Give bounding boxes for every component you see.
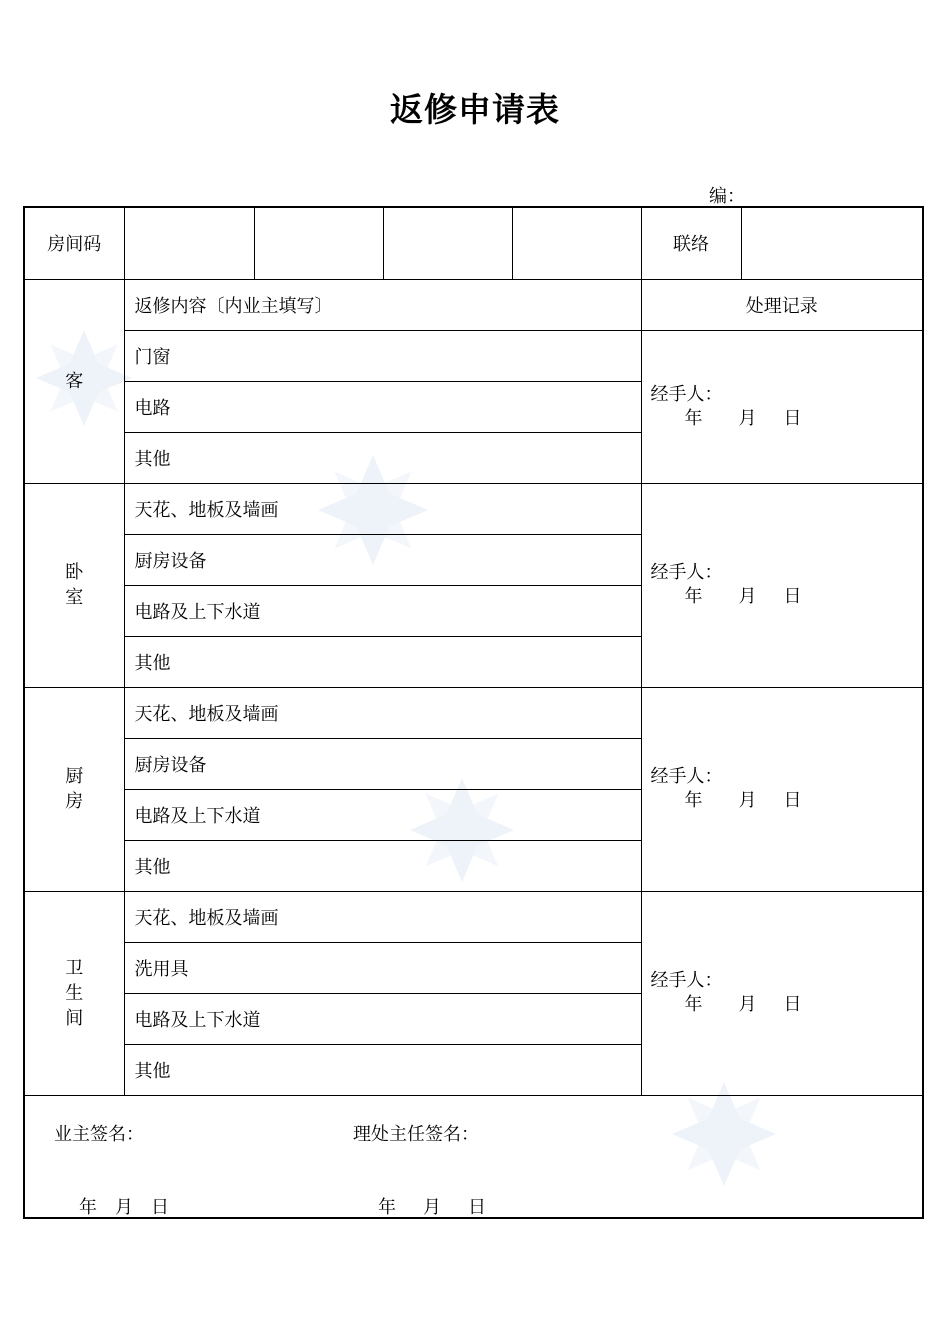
handler-record[interactable] [641,687,923,891]
year-unit: 年 [684,407,703,429]
handler-date [651,407,923,431]
repair-item[interactable]: 其他 [124,432,641,483]
room-code-field-1[interactable] [124,207,254,279]
month-unit: 月 [738,994,757,1015]
page-title: 返修申请表 [390,90,560,129]
room-label-text: 卧室 [65,562,84,608]
repair-item[interactable]: 其他 [124,636,641,687]
handler-label: 经手人： [650,383,723,405]
handler-record[interactable] [641,330,923,483]
repair-item[interactable]: 其他 [124,840,641,891]
day-unit: 日 [783,994,802,1015]
repair-item[interactable]: 洗用具 [124,942,641,993]
repair-item[interactable]: 电路及上下水道 [124,585,641,636]
owner-signature-label: 业主签名： [54,1123,144,1145]
manager-signature-date [378,1193,486,1219]
content-header: 返修内容〔内业主填写〕 [124,279,641,330]
repair-item[interactable]: 电路及上下水道 [124,789,641,840]
repair-item[interactable]: 电路 [124,381,641,432]
day-unit: 日 [468,1196,486,1218]
room-label [24,483,124,687]
year-unit: 年 [684,790,703,811]
room-code-field-2[interactable] [254,207,383,279]
month-unit: 月 [738,586,757,607]
repair-item[interactable]: 厨房设备 [124,534,641,585]
month-unit: 月 [738,407,757,429]
owner-signature-date [79,1193,169,1219]
repair-item[interactable]: 天花、地板及墙画 [124,687,641,738]
handler-label: 经手人： [650,766,723,787]
room-label-text: 卫生间 [65,957,84,1029]
room-label-text: 厨房 [65,766,84,812]
handler-date [651,789,923,813]
year-unit: 年 [79,1196,97,1218]
code-label: 编： [709,186,745,207]
room-label: 客 [24,279,124,483]
day-unit: 日 [783,586,802,607]
repair-form-table [23,206,924,1219]
manager-signature-label: 理处主任签名： [353,1123,479,1145]
contact-label: 联络 [641,207,741,279]
handler-label: 经手人： [650,562,723,583]
day-unit: 日 [783,407,802,429]
repair-item[interactable]: 厨房设备 [124,738,641,789]
signature-area[interactable] [24,1095,923,1218]
repair-item[interactable]: 电路及上下水道 [124,993,641,1044]
month-unit: 月 [738,790,757,811]
handler-date [651,585,923,609]
handler-record[interactable] [641,483,923,687]
repair-item[interactable]: 天花、地板及墙画 [124,483,641,534]
contact-field[interactable] [741,207,923,279]
year-unit: 年 [684,994,703,1015]
year-unit: 年 [684,586,703,607]
day-unit: 日 [783,790,802,811]
repair-item[interactable]: 门窗 [124,330,641,381]
handler-date [651,993,923,1017]
month-unit: 月 [423,1196,441,1218]
handler-label: 经手人： [650,970,723,991]
handler-record[interactable] [641,891,923,1095]
month-unit: 月 [115,1196,133,1218]
repair-item[interactable]: 其他 [124,1044,641,1095]
repair-item[interactable]: 天花、地板及墙画 [124,891,641,942]
record-header: 处理记录 [641,279,923,330]
room-code-field-3[interactable] [383,207,512,279]
room-label [24,687,124,891]
room-code-field-4[interactable] [512,207,641,279]
room-code-label: 房间码 [24,207,124,279]
room-label [24,891,124,1095]
day-unit: 日 [151,1196,169,1218]
year-unit: 年 [378,1196,396,1218]
